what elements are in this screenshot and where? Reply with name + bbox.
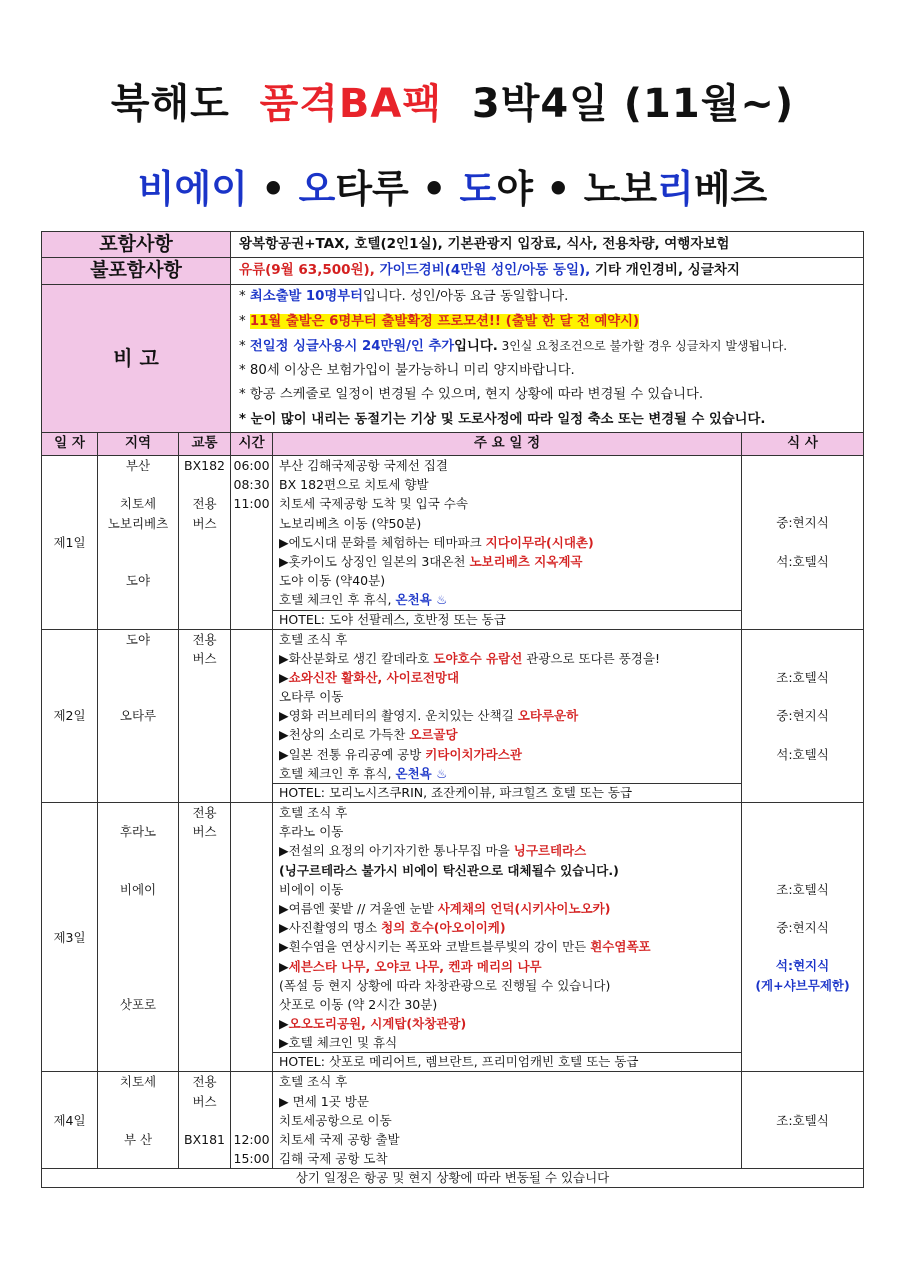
header-region: 지역 (98, 433, 179, 456)
note-5: * 항공 스케줄로 일정이 변경될 수 있으며, 현지 상황에 따라 변경될 수 있습니다. (239, 387, 704, 402)
header-schedule: 주 요 일 정 (273, 433, 742, 456)
day3-row (42, 803, 864, 1072)
day4-times: 12:00 15:00 (231, 1072, 273, 1169)
day4-meals: 조:호텔식 (742, 1072, 864, 1169)
day4-schedule: 호텔 조식 후 ▶ 면세 1곳 방문 치토세공항으로 이동 치토세 국제 공항 출발 김해 국제 공항 도착 (273, 1072, 742, 1169)
page-subtitle (0, 158, 905, 213)
day2-regions: 도야 오타루 (98, 629, 179, 803)
day2-row (42, 629, 864, 803)
day2-meals: 조:호텔식 중:현지식 석:호텔식 (742, 629, 864, 803)
subtitle-nobori-a: 노보 (583, 167, 658, 211)
subtitle-toya-b: 야 (496, 167, 533, 211)
excluded-guide: 가이드경비(4만원 성인/아동 동일), (379, 262, 591, 279)
day3-hotel: HOTEL: 삿포로 메리어트, 렘브란트, 프리미엄캐빈 호텔 또는 동급 (273, 1052, 741, 1071)
subtitle-otaru-b: 타루 (335, 167, 409, 211)
day4-row (42, 1072, 864, 1169)
day2-hotel: HOTEL: 모리노시즈쿠RIN, 죠잔케이뷰, 파크힐즈 호텔 또는 동급 (273, 783, 741, 802)
day3-label: 제3일 (42, 803, 98, 1072)
day2-label: 제2일 (42, 629, 98, 803)
day1-regions: 부산 치토세 노보리베츠 도야 (98, 456, 179, 630)
header-day: 일 자 (42, 433, 98, 456)
header-meal: 식 사 (742, 433, 864, 456)
schedule-header (42, 433, 864, 456)
day3-meals: 조:호텔식 중:현지식 석:현지식 (게+샤브무제한) (742, 803, 864, 1072)
subtitle-toya-a: 도 (459, 167, 497, 211)
subtitle-nobori-c: 베츠 (693, 167, 768, 211)
day1-schedule: 부산 김해국제공항 국제선 집결 BX 182편으로 치토세 향발 치토세 국제공항 도착 및 입국 수속 노보리베츠 이동 (약50분) ▶에도시대 문화를 체험하는 테마파크 지다이무라(시대촌) ▶홋카이도 상징인 일본의 3대온천 노보리베츠 지옥계곡 도야 이동 (약40분) 호텔 체크인 후 휴식, 온천욕 ♨ HOTEL: 도야 선팔레스, 호반정 또는 동급 (273, 456, 742, 630)
subtitle-otaru-a: 오 (298, 167, 336, 211)
day3-schedule: 호텔 조식 후 후라노 이동 ▶전설의 요정의 아기자기한 통나무집 마을 닝구르테라스 (닝구르테라스 불가시 비에이 탁신관으로 대체될수 있습니다.) 비에이 이동 ▶여름엔 꽃밭 // 겨울엔 눈밭 사계채의 언덕(시키사이노오카) ▶사진촬영의 명소 청의 호수(아오이이케) ▶흰수염을 연상시키는 폭포와 코발트블루빛의 강이 만든 흰수염폭포 ▶세븐스타 나무, 오야코 나무, 켄과 메리의 나무 (폭설 등 현지 상황에 따라 차창관광으로 진행될 수 있습니다) 삿포로 이동 (약 2시간 30분) ▶오오도리공원, 시계탑(차창관광) ▶호텔 체크인 및 휴식 HOTEL: 삿포로 메리어트, 렘브란트, 프리미엄캐빈 호텔 또는 동급 (273, 803, 742, 1072)
included-label: 포함사항 (42, 232, 231, 258)
day3-regions: 후라노 비에이 삿포로 (98, 803, 179, 1072)
subtitle-nobori-b: 리 (657, 167, 694, 211)
day4-regions: 치토세 부 산 (98, 1072, 179, 1169)
note-3: * 전일정 싱글사용시 24만원/인 추가입니다. 3인실 요청조건으로 불가할 경우 싱글차지 발생됩니다. (239, 339, 788, 354)
page-title (0, 72, 905, 129)
day1-times: 06:00 08:30 11:00 (231, 456, 273, 630)
subtitle-dot: • (247, 167, 299, 211)
notes-list (231, 285, 864, 433)
itinerary-table (41, 231, 864, 1188)
subtitle-biei: 비에이 (137, 167, 248, 211)
day2-schedule: 호텔 조식 후 ▶화산분화로 생긴 칼데라호 도야호수 유람선 관광으로 또다른 풍경을! ▶쇼와신잔 활화산, 사이로전망대 오타루 이동 ▶영화 러브레터의 촬영지. 운치있는 산책길 오타루운하 ▶천상의 소리로 가득찬 오르골당 ▶일본 전통 유리공예 공방 키타이치가라스관 호텔 체크인 후 휴식, 온천욕 ♨ HOTEL: 모리노시즈쿠RIN, 죠잔케이뷰, 파크힐즈 호텔 또는 동급 (273, 629, 742, 803)
included-row (42, 232, 864, 258)
note-1: * 최소출발 10명부터입니다. 성인/아동 요금 동일합니다. (239, 289, 569, 304)
notes-row (42, 285, 864, 433)
day1-label: 제1일 (42, 456, 98, 630)
footer-row (42, 1169, 864, 1188)
footer-note: 상기 일정은 항공 및 현지 상황에 따라 변동될 수 있습니다 (42, 1169, 864, 1188)
day4-transport: 전용 버스 BX181 (179, 1072, 231, 1169)
title-product: 품격BA팩 (259, 81, 443, 127)
excluded-rest: 기타 개인경비, 싱글차지 (595, 262, 740, 279)
header-time: 시간 (231, 433, 273, 456)
header-transport: 교통 (179, 433, 231, 456)
notes-label: 비 고 (42, 285, 231, 433)
excluded-row (42, 258, 864, 285)
day1-transport: BX182 전용 버스 (179, 456, 231, 630)
title-duration: 3박4일 (11월~) (471, 81, 795, 127)
note-4: * 80세 이상은 보험가입이 불가능하니 미리 양지바랍니다. (239, 362, 575, 378)
note-6: * 눈이 많이 내리는 동절기는 기상 및 도로사정에 따라 일정 축소 또는 변경될 수 있습니다. (239, 411, 766, 427)
day1-hotel: HOTEL: 도야 선팔레스, 호반정 또는 동급 (273, 610, 741, 629)
excluded-label: 불포함사항 (42, 258, 231, 285)
day2-transport: 전용 버스 (179, 629, 231, 803)
title-region: 북해도 (110, 81, 230, 127)
day3-times (231, 803, 273, 1072)
day1-row (42, 456, 864, 630)
included-text: 왕복항공권+TAX, 호텔(2인1실), 기본관광지 입장료, 식사, 전용차량, 여행자보험 (231, 232, 864, 258)
day2-times (231, 629, 273, 803)
day1-meals: 중:현지식 석:호텔식 (742, 456, 864, 630)
day4-label: 제4일 (42, 1072, 98, 1169)
subtitle-dot: • (532, 167, 584, 211)
note-2: * 11월 출발은 6명부터 출발확정 프로모션!! (출발 한 달 전 예약시) (239, 313, 640, 329)
subtitle-dot: • (408, 167, 460, 211)
excluded-text (231, 258, 864, 285)
day3-transport: 전용 버스 (179, 803, 231, 1072)
excluded-fuel: 유류(9월 63,500원), (239, 262, 375, 279)
